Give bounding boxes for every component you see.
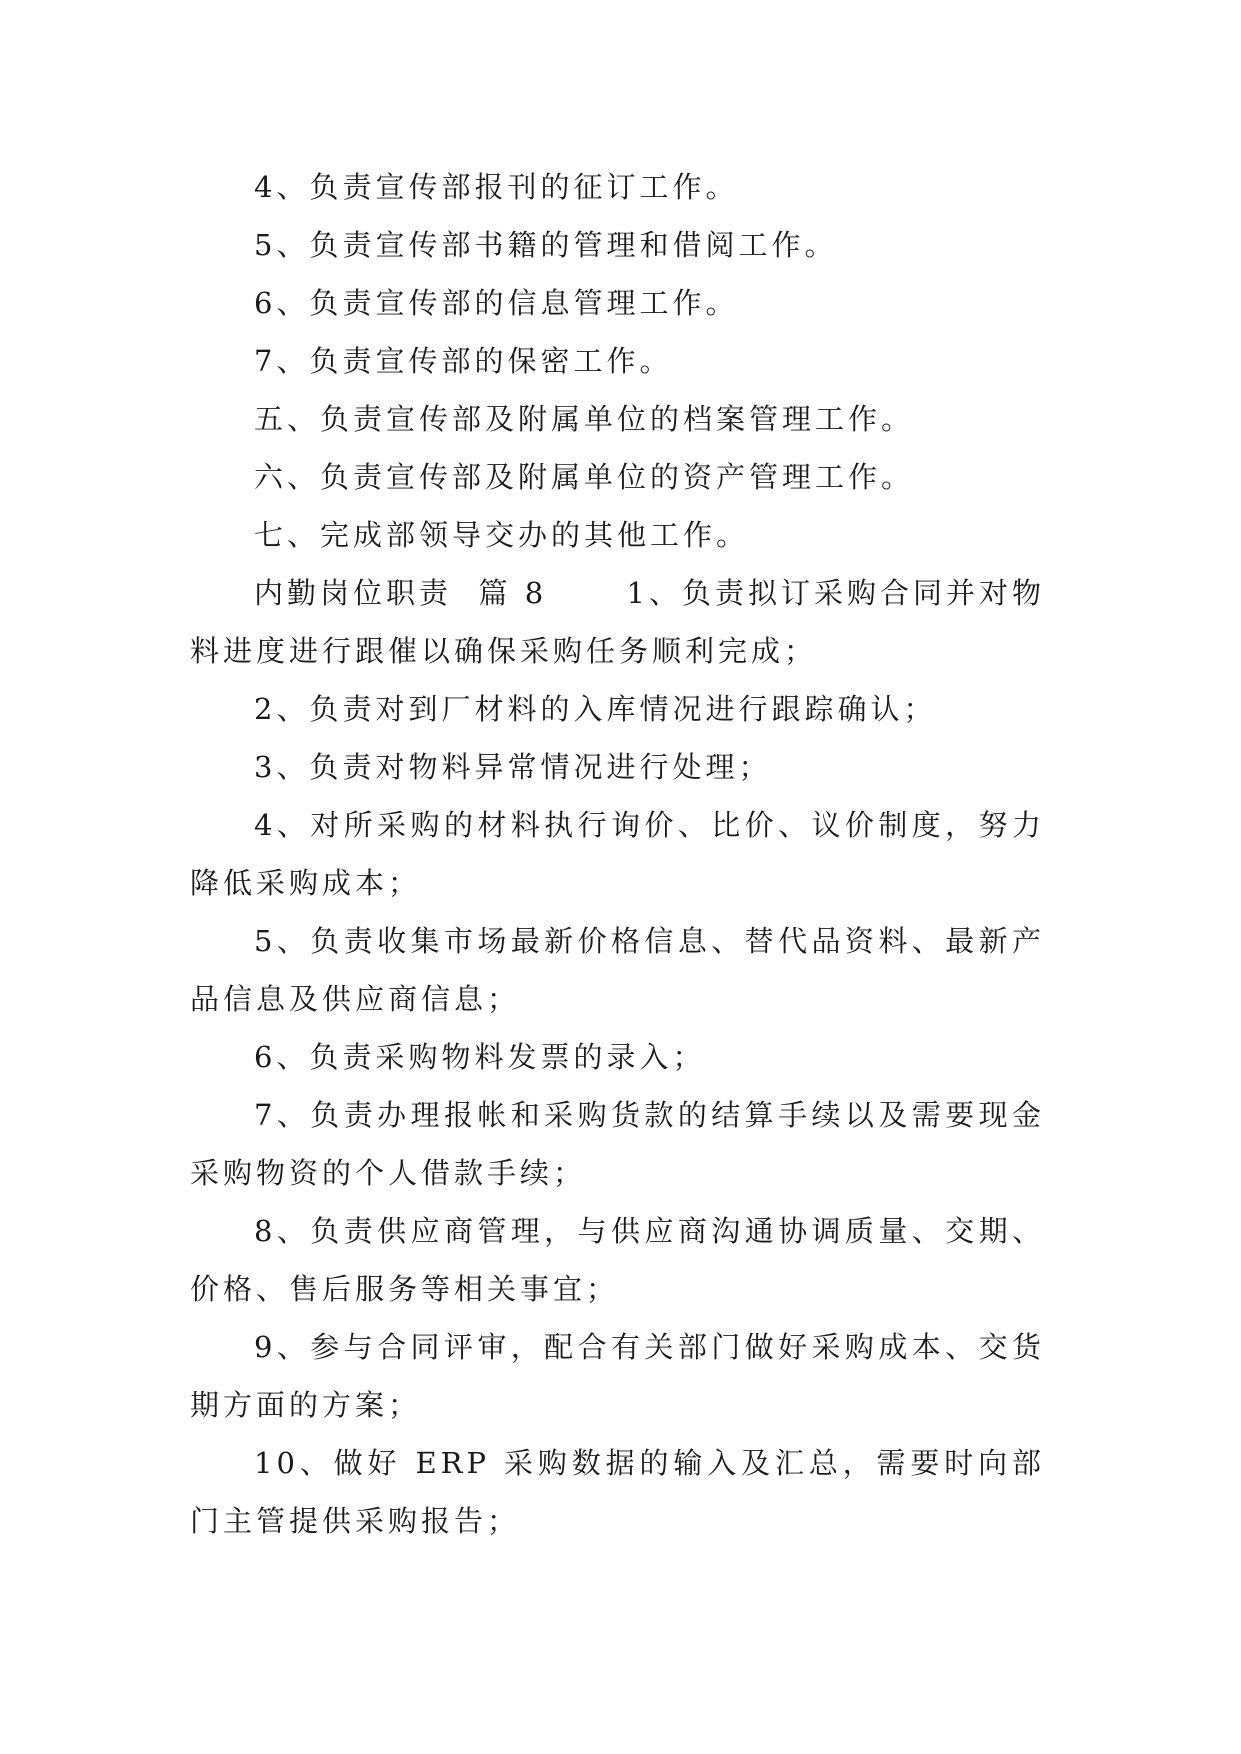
paragraph-item-6-information-management: 6、负责宣传部的信息管理工作。 — [254, 286, 739, 320]
paragraph-section-6-assets: 六、负责宣传部及附属单位的资产管理工作。 — [254, 460, 915, 494]
paragraph-item-2-material-receipt: 2、负责对到厂材料的入库情况进行跟踪确认； — [254, 692, 937, 726]
paragraph-item-10-erp-data: 10、做好 ERP 采购数据的输入及汇总，需要时向部门主管提供采购报告； — [190, 1446, 1045, 1538]
paragraph-item-7-settlement: 7、负责办理报帐和采购货款的结算手续以及需要现金采购物资的个人借款手续； — [190, 1098, 1045, 1190]
paragraph-item-4-newspaper-subscription: 4、负责宣传部报刊的征订工作。 — [254, 170, 739, 204]
paragraph-item-3-material-exceptions: 3、负责对物料异常情况进行处理； — [254, 750, 772, 784]
document-body — [190, 158, 1045, 1550]
paragraph-part-8-heading-item-1: 内勤岗位职责 篇 8 1、负责拟订采购合同并对物料进度进行跟催以确保采购任务顺利完成； — [190, 576, 1045, 668]
paragraph-item-7-confidentiality: 7、负责宣传部的保密工作。 — [254, 344, 673, 378]
paragraph-item-5-book-management: 5、负责宣传部书籍的管理和借阅工作。 — [254, 228, 838, 262]
paragraph-item-4-price-inquiry: 4、对所采购的材料执行询价、比价、议价制度，努力降低采购成本； — [190, 808, 1045, 900]
paragraph-section-5-archives: 五、负责宣传部及附属单位的档案管理工作。 — [254, 402, 915, 436]
paragraph-item-5-market-info: 5、负责收集市场最新价格信息、替代品资料、最新产品信息及供应商信息； — [190, 924, 1045, 1016]
paragraph-item-6-invoice-entry: 6、负责采购物料发票的录入； — [254, 1040, 706, 1074]
paragraph-section-7-other-work: 七、完成部领导交办的其他工作。 — [254, 518, 750, 552]
paragraph-item-9-contract-review: 9、参与合同评审，配合有关部门做好采购成本、交货期方面的方案； — [190, 1330, 1045, 1422]
paragraph-item-8-supplier-management: 8、负责供应商管理，与供应商沟通协调质量、交期、价格、售后服务等相关事宜； — [190, 1214, 1045, 1306]
